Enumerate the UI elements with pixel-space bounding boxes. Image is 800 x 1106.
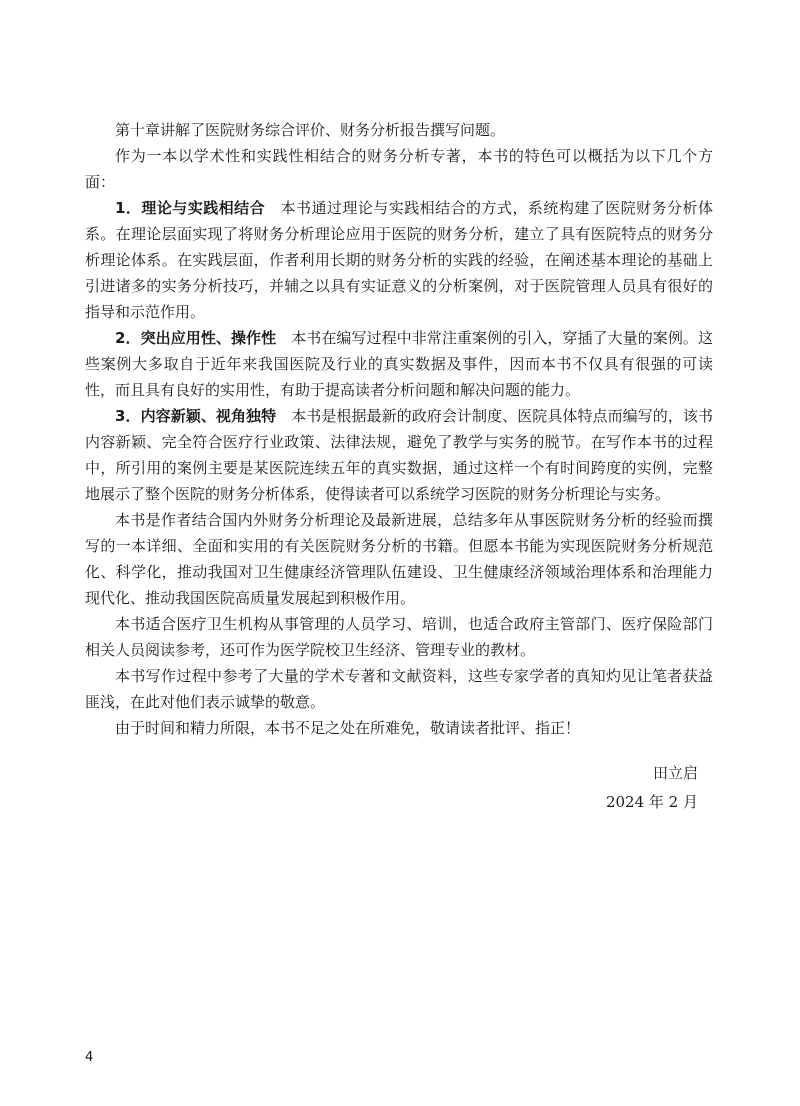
paragraph-text: 作为一本以学术性和实践性相结合的财务分析专著，本书的特色可以概括为以下几个方面： xyxy=(85,147,713,191)
paragraph xyxy=(85,507,713,611)
paragraph-lead: 3．内容新颖、视角独特 xyxy=(115,407,277,425)
paragraph-text: 由于时间和精力所限，本书不足之处在所难免，敬请读者批评、指正！ xyxy=(115,719,581,737)
paragraph-text: 本书是根据最新的政府会计制度、医院具体特点而编写的，该书内容新颖、完全符合医疗行业政策、法律法规，避免了教学与实务的脱节。在写作本书的过程中，所引用的案例主要是某医院连续五年的真实数据，通过这样一个有时间跨度的实例，完整地展示了整个医院的财务分析体系，使得读者可以系统学习医院的财务分析理论与实务。 xyxy=(85,407,713,503)
page-number: 4 xyxy=(85,1050,94,1065)
paragraph-lead: 1．理论与实践相结合 xyxy=(115,199,266,217)
paragraph-lead: 2．突出应用性、操作性 xyxy=(115,329,277,347)
paragraph xyxy=(85,663,713,715)
paragraph xyxy=(85,325,713,403)
paragraph xyxy=(85,715,713,741)
paragraph xyxy=(85,195,713,325)
paragraph xyxy=(85,403,713,507)
preface-body xyxy=(85,117,713,741)
paragraph-text: 本书在编写过程中非常注重案例的引入，穿插了大量的案例。这些案例大多取自于近年来我国医院及行业的真实数据及事件，因而本书不仅具有很强的可读性，而且具有良好的实用性，有助于提高读者分析问题和解决问题的能力。 xyxy=(85,329,713,399)
author-signature: 田立启 xyxy=(652,764,698,782)
signature-date: 2024 年 2 月 xyxy=(605,793,698,811)
paragraph-text: 本书适合医疗卫生机构从事管理的人员学习、培训，也适合政府主管部门、医疗保险部门相关人员阅读参考，还可作为医学院校卫生经济、管理专业的教材。 xyxy=(85,615,713,659)
paragraph xyxy=(85,117,713,143)
paragraph-text: 本书是作者结合国内外财务分析理论及最新进展，总结多年从事医院财务分析的经验而撰写的一本详细、全面和实用的有关医院财务分析的书籍。但愿本书能为实现医院财务分析规范化、科学化，推动我国对卫生健康经济管理队伍建设、卫生健康经济领域治理体系和治理能力现代化、推动我国医院高质量发展起到积极作用。 xyxy=(85,511,713,607)
paragraph-text: 本书通过理论与实践相结合的方式，系统构建了医院财务分析体系。在理论层面实现了将财务分析理论应用于医院的财务分析，建立了具有医院特点的财务分析理论体系。在实践层面，作者利用长期的财务分析的实践的经验，在阐述基本理论的基础上引进诸多的实务分析技巧，并辅之以具有实证意义的分析案例，对于医院管理人员具有很好的指导和示范作用。 xyxy=(85,199,713,321)
paragraph xyxy=(85,611,713,663)
paragraph xyxy=(85,143,713,195)
paragraph-text: 第十章讲解了医院财务综合评价、财务分析报告撰写问题。 xyxy=(115,121,506,139)
paragraph-text: 本书写作过程中参考了大量的学术专著和文献资料，这些专家学者的真知灼见让笔者获益匪浅，在此对他们表示诚挚的敬意。 xyxy=(85,667,713,711)
